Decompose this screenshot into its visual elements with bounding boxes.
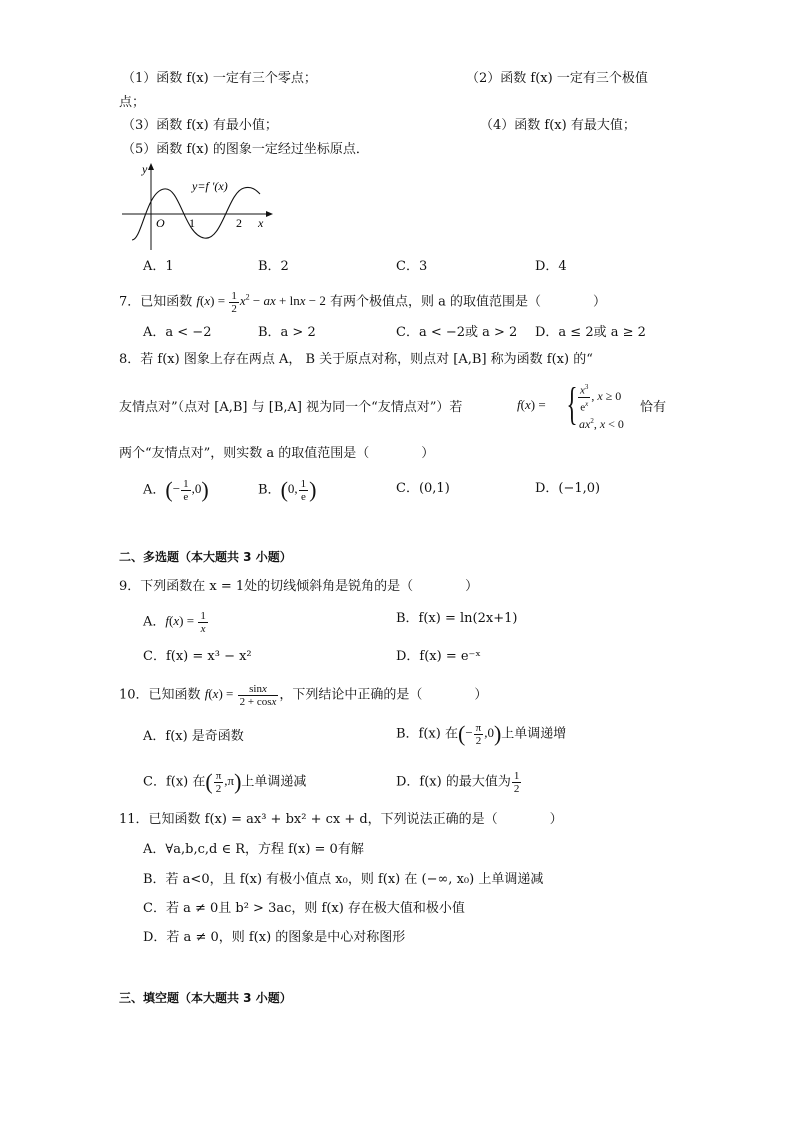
q10-option-c: C．f(x) 在( $\frac{\pi}{2}$ ,π)上单调递减 (143, 769, 307, 795)
q7-function-formula: f(x) = $\frac{1}{2}$ $x^2$ − ax + lnx − 2 (196, 289, 326, 315)
q10-stem: 10．已知函数 f(x) = $\frac{\sin x}{2 + \cos x}$ ，下列结论中正确的是（ ） (119, 683, 488, 708)
q8-option-d: D．(−1,0) (535, 481, 601, 496)
q6-statement-5: （5）函数 f(x) 的图象一定经过坐标原点． (122, 142, 369, 157)
q8-line-2-end: 恰有 (640, 400, 667, 415)
q10-function-formula: f(x) = $\frac{\sin x}{2 + \cos x}$ (204, 683, 277, 708)
graph-tick-1: 1 (189, 216, 195, 230)
q8-line-3: 两个“友情点对”，则实数 a 的取值范围是（ ） (119, 446, 435, 461)
q9-option-b: B．f(x) = ln(2x+1) (396, 611, 518, 626)
q6-statement-1: （1）函数 f(x) 一定有三个零点； (122, 71, 317, 86)
q8-option-a: A．(− $\frac{1}{e}$ ,0) (143, 477, 209, 503)
q7-stem-prefix: 7．已知函数 (119, 294, 193, 310)
q6-option-b: B．2 (258, 259, 289, 274)
q8-line-2 (119, 399, 462, 417)
q7-option-a: A．a < −2 (143, 325, 212, 340)
q7-option-c: C．a < −2或 a > 2 (396, 325, 518, 340)
graph-origin-label: O (156, 216, 165, 230)
q8-option-c: C．(0,1) (396, 481, 450, 496)
q7-stem-suffix: 有两个极值点，则 a 的取值范围是（ ） (329, 294, 606, 310)
q10-option-d: D．f(x) 的最大值为 $\frac{1}{2}$ (396, 770, 520, 795)
q7-option-d: D．a ≤ 2或 a ≥ 2 (535, 325, 646, 340)
q6-statement-4: （4）函数 f(x) 有最大值； (480, 118, 636, 133)
section-2-title: 二、多选题（本大题共 3 小题） (119, 550, 292, 564)
q7-option-b: B．a > 2 (258, 325, 316, 340)
q8-option-b: B．(0, $\frac{1}{e}$ ) (258, 477, 317, 503)
q11-stem: 11．已知函数 f(x) = ax³ + bx² + cx + d，下列说法正确的是（ ） (119, 812, 563, 827)
q11-option-b: B．若 a<0，且 f(x) 有极小值点 x₀，则 f(x) 在 (−∞, x₀) 上单调递减 (143, 872, 544, 887)
q9-option-d: D．f(x) = e⁻ˣ (396, 649, 481, 664)
q10-option-b: B．f(x) 在(− $\frac{\pi}{2}$ ,0)上单调递增 (396, 721, 567, 747)
q6-statement-2-cont: 点； (119, 95, 146, 110)
q8-line-1: 8．若 f(x) 图象上存在两点 A， B 关于原点对称，则点对 [A,B] 称为函数 f(x) 的“ (119, 352, 593, 367)
q6-option-d: D．4 (535, 259, 567, 274)
q6-statement-2: （2）函数 f(x) 一定有三个极值 (466, 71, 648, 86)
graph-x-label: x (258, 216, 264, 230)
q6-statement-3: （3）函数 f(x) 有最小值； (122, 118, 278, 133)
q8-piecewise-function: f(x) = { $\frac{x^3}{e^x}$ , x ≥ 0 $ax^2$, x < 0 (517, 378, 624, 431)
section-3-title: 三、填空题（本大题共 3 小题） (119, 991, 292, 1005)
q9-option-c: C．f(x) = x³ − x² (143, 649, 252, 664)
q6-option-c: C．3 (396, 259, 428, 274)
derivative-graph (118, 158, 278, 253)
graph-tick-2: 2 (236, 216, 242, 230)
q9-stem: 9．下列函数在 x = 1处的切线倾斜角是锐角的是（ ） (119, 579, 479, 594)
q11-option-a: A．∀a,b,c,d ∈ R，方程 f(x) = 0有解 (143, 842, 364, 857)
q9-option-a: A．f(x) = $\frac{1}{x}$ (143, 610, 206, 635)
q8-line-2-text: 友情点对”（点对 [A,B] 与 [B,A] 视为同一个“友情点对”）若 (119, 400, 463, 415)
graph-curve-label: y=f ′(x) (192, 179, 228, 193)
graph-y-label: y (142, 162, 148, 176)
q11-option-d: D．若 a ≠ 0，则 f(x) 的图象是中心对称图形 (143, 930, 406, 945)
q6-option-a: A．1 (143, 259, 174, 274)
q7-stem (119, 289, 606, 315)
q10-option-a: A．f(x) 是奇函数 (143, 729, 244, 744)
q11-option-c: C．若 a ≠ 0且 b² > 3ac，则 f(x) 存在极大值和极小值 (143, 901, 465, 916)
